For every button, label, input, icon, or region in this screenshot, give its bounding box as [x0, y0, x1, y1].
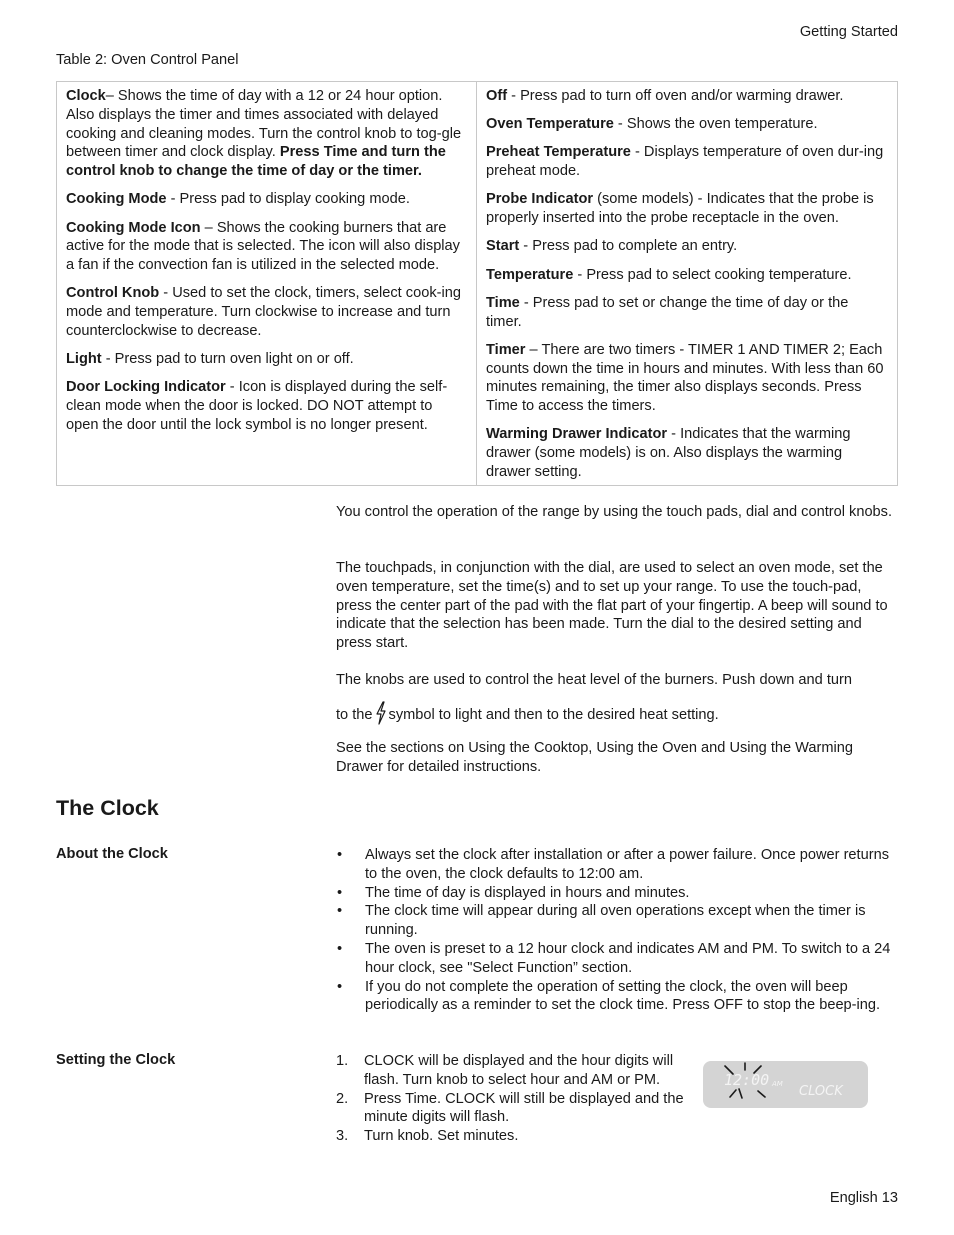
clock-display-illustration [703, 1061, 868, 1108]
table-entry-door-locking-indicator: Door Locking Indicator - Icon is displayed during the self-clean mode when the door is locked. DO NOT attempt to open the door until the lock symbol is no longer present. [66, 379, 448, 433]
table-entry-time: Time - Press pad to set or change the time of day or the timer. [486, 294, 849, 330]
list-item: 2. Press Time. CLOCK will still be displayed and the minute digits will flash. [336, 1090, 684, 1126]
display-time: 12:00 [724, 1071, 770, 1089]
oven-control-panel-table [56, 81, 898, 486]
about-clock-bullets [336, 846, 898, 1015]
list-item: • If you do not complete the operation of setting the clock, the oven will beep periodically as a reminder to set the clock time. Press OFF to stop the beep-ing. [337, 978, 881, 1014]
intro-paragraph-1: You control the operation of the range by using the touch pads, dial and control knobs. [336, 504, 893, 520]
table-entry-off: Off - Press pad to turn off oven and/or warming drawer. [486, 88, 844, 104]
table-caption: Table 2: Oven Control Panel [56, 52, 239, 68]
list-item: • The oven is preset to a 12 hour clock and indicates AM and PM. To switch to a 24 hour clock, see "Select Function” section. [337, 940, 891, 976]
list-item: • The clock time will appear during all oven operations except when the timer is running. [337, 903, 866, 939]
table-entry-temperature: Temperature - Press pad to select cooking temperature. [486, 266, 852, 283]
intro-paragraph-2: The touchpads, in conjunction with the dial, are used to select an oven mode, set the oven temperature, set the time(s) and to set up your range. To use the touch-pad, press the center part of the pad with the flat part of your fingertip. A beep will sound to indicate that the selection has been made. Turn the dial to the desired setting and press start. [336, 560, 888, 652]
display-mode: CLOCK [799, 1084, 843, 1099]
page-footer: English 13 [829, 1190, 898, 1206]
lightning-bolt-icon [375, 701, 387, 731]
list-item: 1. CLOCK will be displayed and the hour digits will flash. Turn knob to select hour and AM or PM. [336, 1053, 674, 1088]
list-item: • The time of day is displayed in hours and minutes. [337, 884, 690, 901]
table-entry-clock: Clock– Shows the time of day with a 12 or 24 hour option. Also displays the timer and times associated with delayed cooking and cleaning modes. Turn the control knob to tog-gle between timer and clock display. Press Time and turn the control knob to change the time of day or the timer. [66, 88, 462, 180]
table-entry-cooking-mode-icon: Cooking Mode Icon – Shows the cooking burners that are active for the mode that is selected. The icon will also display a fan if the convection fan is utilized in the selected mode. [66, 219, 460, 274]
table-column-left [57, 82, 477, 485]
table-entry-timer: Timer – There are two timers - TIMER 1 AND TIMER 2; Each counts down the time in hours and minutes. With less than 60 minutes remaining, the timer also displays seconds. Press Time to access the timers. [486, 341, 884, 415]
table-column-right [477, 82, 897, 485]
display-ampm: AM [772, 1080, 783, 1088]
running-header: Getting Started [799, 24, 898, 40]
table-entry-light: Light - Press pad to turn oven light on or off. [66, 351, 354, 368]
table-entry-oven-temperature: Oven Temperature - Shows the oven temperature. [486, 116, 818, 133]
list-item: 3. Turn knob. Set minutes. [336, 1128, 519, 1145]
list-item: • Always set the clock after installation or after a power failure. Once power returns to the oven, the clock defaults to 12:00 am. [337, 847, 889, 882]
setting-clock-steps [336, 1052, 686, 1146]
table-entry-preheat-temperature: Preheat Temperature - Displays temperature of oven dur-ing preheat mode. [486, 144, 884, 180]
table-entry-probe-indicator: Probe Indicator (some models) - Indicates that the probe is properly inserted into the probe receptacle in the oven. [486, 191, 874, 227]
table-entry-control-knob: Control Knob - Used to set the clock, timers, select cook-ing mode and temperature. Turn clockwise to increase and turn counterclockwise to decrease. [66, 285, 461, 339]
table-entry-start: Start - Press pad to complete an entry. [486, 238, 738, 255]
setting-clock-heading: Setting the Clock [56, 1052, 176, 1068]
about-clock-heading: About the Clock [56, 846, 168, 862]
intro-paragraph-4: See the sections on Using the Cooktop, Using the Oven and Using the Warming Drawer for detailed instructions. [336, 740, 854, 775]
table-entry-warming-drawer-indicator: Warming Drawer Indicator - Indicates that the warming drawer (some models) is on. Also displays the warming drawer setting. [486, 426, 851, 480]
intro-paragraph-3: The knobs are used to control the heat level of the burners. Push down and turn to the symbol to light and then to the desired heat setting. [336, 671, 898, 731]
table-entry-cooking-mode: Cooking Mode - Press pad to display cooking mode. [66, 191, 410, 208]
section-title: The Clock [56, 796, 159, 820]
